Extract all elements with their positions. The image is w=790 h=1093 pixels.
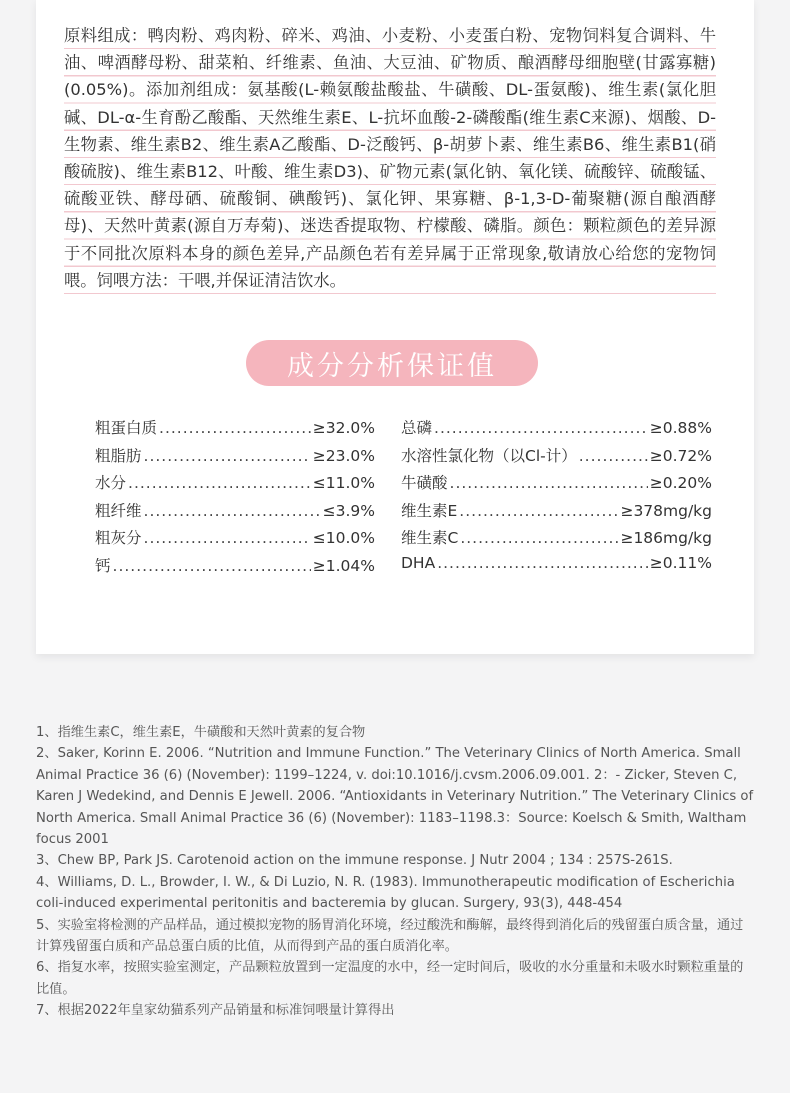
nutrient-name: 钙	[95, 556, 111, 575]
analysis-row	[95, 471, 375, 499]
dot-leader	[434, 419, 648, 437]
nutrient-value: ≤3.9%	[322, 501, 375, 520]
nutrient-name: 水溶性氯化物（以Cl-计）	[401, 446, 577, 465]
footnote: 5、实验室将检测的产品样品，通过模拟宠物的肠胃消化环境，经过酸洗和酶解，最终得到消化后的残留蛋白质含量，通过计算残留蛋白质和产品总蛋白质的比值，从而得到产品的蛋白质消化率。	[36, 917, 744, 955]
nutrient-value: ≥0.72%	[649, 446, 712, 465]
nutrient-value: ≥0.11%	[649, 553, 712, 572]
nutrient-name: 水分	[95, 474, 127, 493]
analysis-row	[401, 499, 712, 527]
nutrient-value: ≤10.0%	[312, 529, 375, 548]
nutrient-value: ≥1.04%	[312, 556, 375, 575]
dot-leader	[460, 529, 618, 547]
nutrient-value: ≥0.20%	[649, 474, 712, 493]
nutrient-value: ≥23.0%	[312, 446, 375, 465]
nutrient-name: 维生素E	[401, 501, 458, 520]
dot-leader	[144, 502, 321, 520]
nutrient-value: ≤11.0%	[312, 474, 375, 493]
dot-leader	[437, 554, 648, 572]
analysis-row	[401, 554, 712, 582]
nutrient-value: ≥186mg/kg	[620, 529, 712, 548]
nutrient-name: DHA	[401, 553, 436, 572]
dot-leader	[128, 474, 311, 492]
footnotes	[36, 722, 754, 1022]
dot-leader	[459, 502, 618, 520]
analysis-row	[95, 416, 375, 444]
analysis-row	[95, 554, 375, 582]
ingredients-text: 原料组成：鸭肉粉、鸡肉粉、碎米、鸡油、小麦粉、小麦蛋白粉、宠物饲料复合调料、牛油、啤酒酵母粉、甜菜粕、纤维素、鱼油、大豆油、矿物质、酿酒酵母细胞壁(甘露寡糖)(0.05%)。添加剂组成：氨基酸(L-赖氨酸盐酸盐、牛磺酸、DL-蛋氨酸)、维生素(氯化胆碱、DL-α-生育酚乙酸酯、天然维生素E、L-抗坏血酸-2-磷酸酯(维生素C来源)、烟酸、D-生物素、维生素B2、维生素A乙酸酯、D-泛酸钙、β-胡萝卜素、维生素B6、维生素B1(硝酸硫胺)、维生素B12、叶酸、维生素D3)、矿物元素(氯化钠、氧化镁、硫酸锌、硫酸锰、硫酸亚铁、酵母硒、硫酸铜、碘酸钙)、氯化钾、果寡糖、β-1,3-D-葡聚糖(源自酿酒酵母)、天然叶黄素(源自万寿菊)、迷迭香提取物、柠檬酸、磷脂。颜色：颗粒颜色的差异源于不同批次原料本身的颜色差异,产品颜色若有差异属于正常现象,敬请放心给您的宠物饲喂。饲喂方法：干喂,并保证清洁饮水。	[64, 26, 716, 290]
nutrient-name: 粗脂肪	[95, 446, 142, 465]
nutrient-value: ≥378mg/kg	[620, 501, 712, 520]
dot-leader	[450, 474, 648, 492]
nutrient-name: 粗灰分	[95, 529, 142, 548]
footnote: 1、指维生素C，维生素E，牛磺酸和天然叶黄素的复合物	[36, 725, 366, 740]
analysis-row	[95, 526, 375, 554]
ingredients-block	[64, 22, 716, 294]
nutrient-value: ≥0.88%	[649, 419, 712, 437]
nutrient-value: ≥32.0%	[312, 419, 375, 437]
analysis-row	[401, 526, 712, 554]
footnote: 3、Chew BP, Park JS. Carotenoid action on the immune response. J Nutr 2004 ; 134 : 257S-261S.	[36, 853, 673, 869]
section-title: 成分分析保证值	[287, 350, 497, 382]
analysis-row	[401, 444, 712, 472]
footnote: 6、指复水率，按照实验室测定，产品颗粒放置到一定温度的水中，经一定时间后，吸收的水分重量和未吸水时颗粒重量的比值。	[36, 960, 744, 997]
nutrient-name: 粗纤维	[95, 501, 142, 520]
dot-leader	[144, 529, 311, 547]
analysis-column-left	[95, 416, 375, 582]
dot-leader	[579, 447, 648, 465]
nutrient-name: 牛磺酸	[401, 474, 448, 493]
dot-leader	[144, 447, 311, 465]
section-title-badge	[246, 340, 538, 386]
dot-leader	[159, 419, 311, 437]
analysis-row	[401, 416, 712, 444]
analysis-row	[95, 499, 375, 527]
footnote: 4、Williams, D. L., Browder, I. W., & Di Luzio, N. R. (1983). Immunotherapeutic modification of Escherichia coli-induced experimental peritonitis and bacteremia by glucan. Surgery, 93(3), 448-454	[36, 874, 735, 912]
dot-leader	[113, 557, 311, 575]
nutrient-name: 总磷	[401, 419, 433, 437]
footnote: 7、根据2022年皇家幼猫系列产品销量和标准饲喂量计算得出	[36, 1003, 395, 1019]
analysis-row	[401, 471, 712, 499]
nutrient-name: 粗蛋白质	[95, 419, 158, 437]
footnote: 2、Saker, Korinn E. 2006. “Nutrition and Immune Function.” The Veterinary Clinics of North America. Small Animal Practice 36 (6) (November): 1199–1224, v. doi:10.1016/j.cvsm.2006.09.001. 2：- Zicker, Steven C, Karen J Wedekind, and Dennis E Jewell. 2006. “Antioxidants in Veterinary Nutrition.” The Veterinary Clinics of North America. Small Animal Practice 36 (6) (November): 1183–1198.3：Source: Koelsch & Smith, Waltham focus 2001	[36, 746, 754, 848]
analysis-column-right	[401, 416, 712, 582]
nutrient-name: 维生素C	[401, 529, 459, 548]
analysis-row	[95, 444, 375, 472]
